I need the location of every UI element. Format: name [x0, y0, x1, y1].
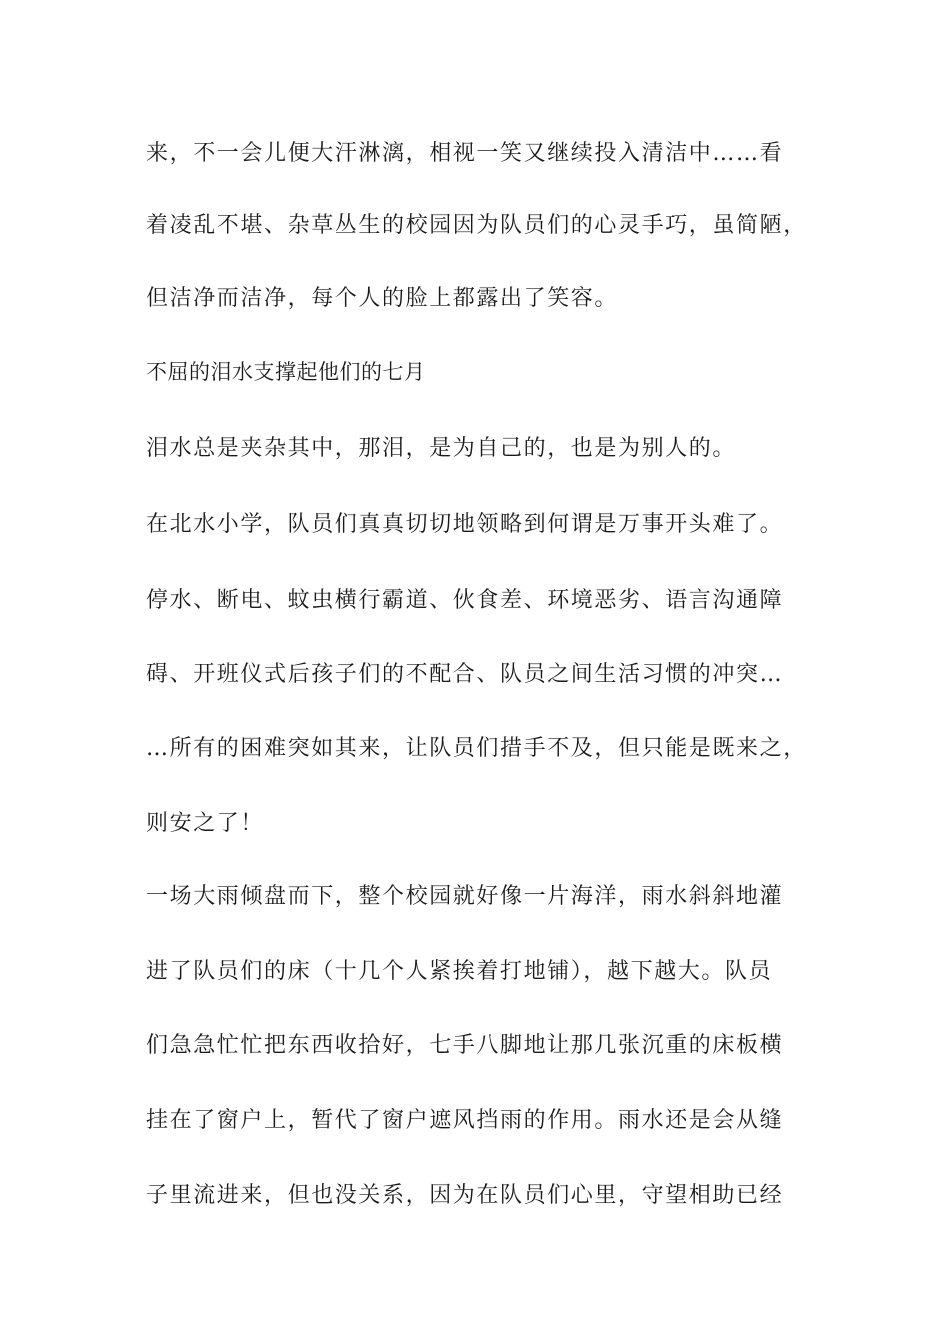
paragraph-line: 挂在了窗户上，暂代了窗户遮风挡雨的作用。雨水还是会从缝 [146, 1108, 784, 1133]
paragraph-line: 但洁净而洁净，每个人的脸上都露出了笑容。 [146, 286, 619, 311]
paragraph-line: 停水、断电、蚊虫横行霸道、伙食差、环境恶劣、语言沟通障 [146, 588, 784, 613]
paragraph-line: 一场大雨倾盘而下，整个校园就好像一片海洋，雨水斜斜地灌 [146, 884, 784, 909]
paragraph-line: 在北水小学，队员们真真切切地领略到何谓是万事开头难了。 [146, 512, 784, 537]
section-heading: 不屈的泪水支撑起他们的七月 [146, 360, 426, 384]
paragraph-line: 则安之了！ [146, 811, 265, 836]
paragraph-line: 碍、开班仪式后孩子们的不配合、队员之间生活习惯的冲突… [146, 662, 784, 687]
paragraph-line: 进了队员们的床（十几个人紧挨着打地铺），越下越大。队员 [146, 959, 773, 984]
paragraph-line: …所有的困难突如其来，让队员们措手不及，但只能是既来之， [146, 736, 807, 761]
paragraph-line: 着凌乱不堪、杂草丛生的校园因为队员们的心灵手巧，虽简陋， [146, 213, 807, 238]
paragraph-line: 泪水总是夹杂其中，那泪，是为自己的，也是为别人的。 [146, 436, 737, 461]
paragraph-line: 来，不一会儿便大汗淋漓，相视一笑又继续投入清洁中……看 [146, 141, 784, 166]
paragraph-line: 们急急忙忙把东西收拾好，七手八脚地让那几张沉重的床板横 [146, 1033, 784, 1058]
paragraph-line: 子里流进来，但也没关系，因为在队员们心里，守望相助已经 [146, 1183, 784, 1208]
